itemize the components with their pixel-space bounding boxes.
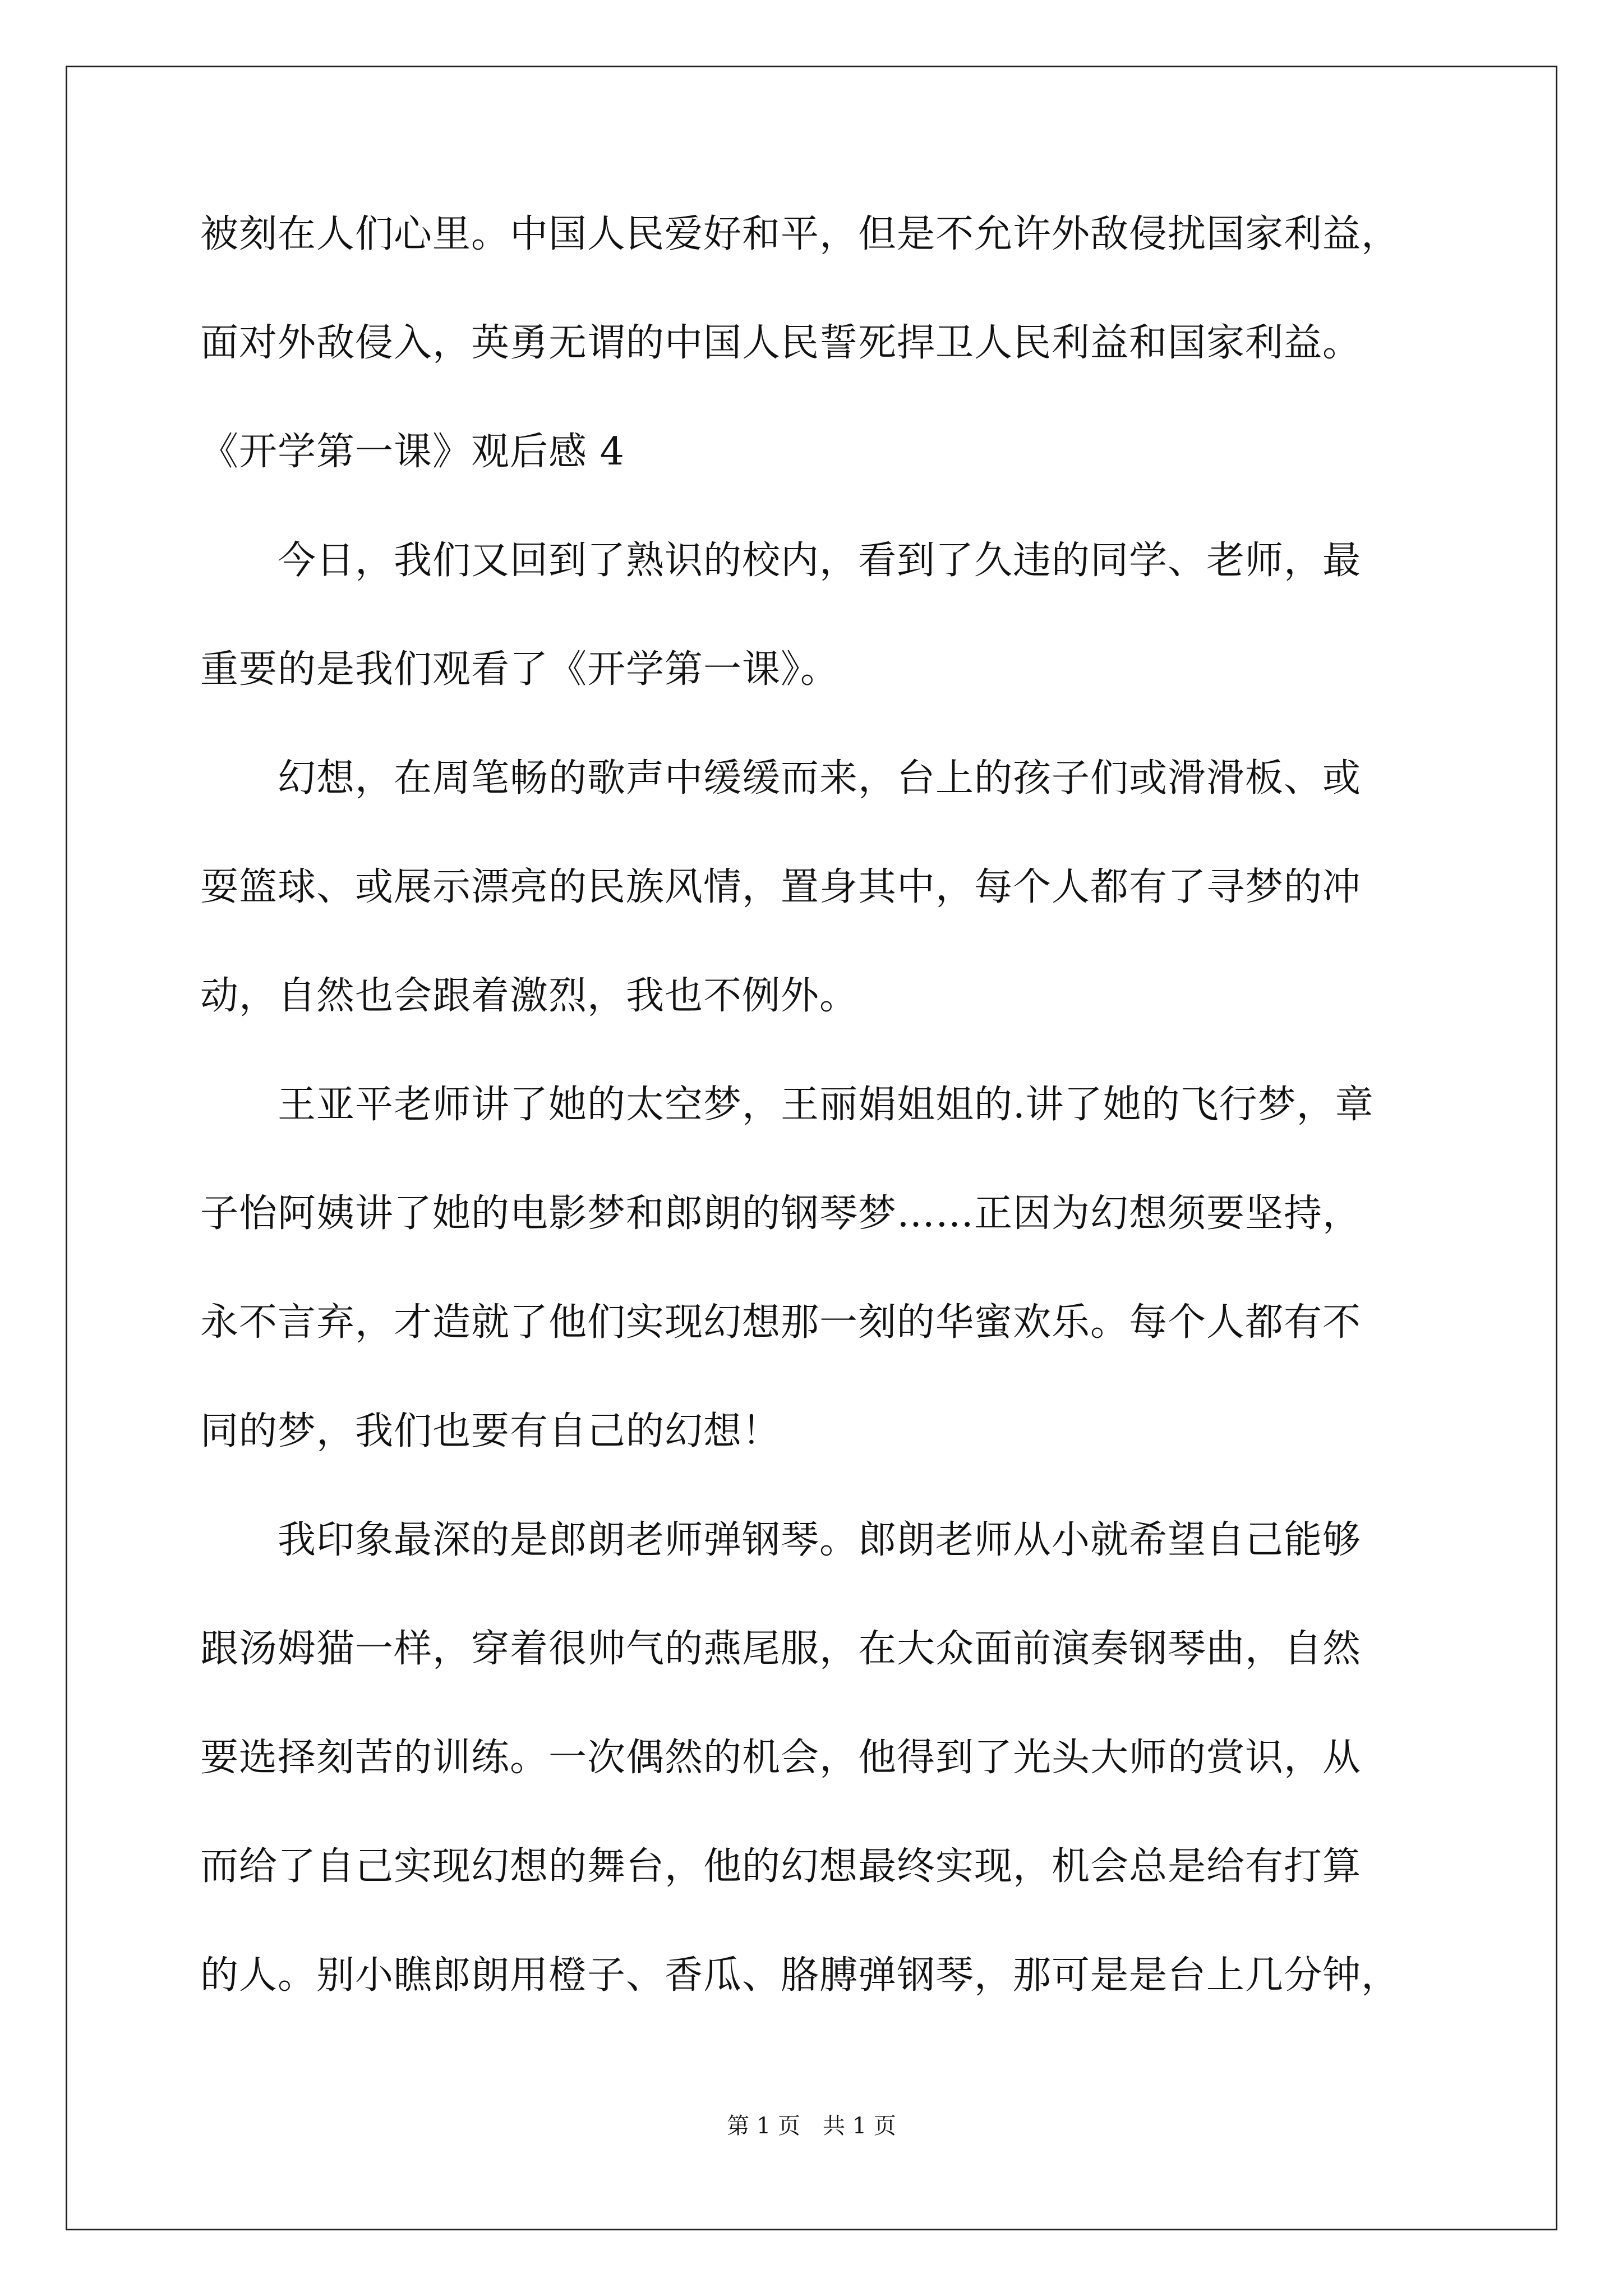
text-line: 被刻在人们心里。中国人民爱好和平，但是不允许外敌侵扰国家利益，: [200, 212, 1400, 256]
text-line: 王亚平老师讲了她的太空梦，王丽娟姐姐的.讲了她的飞行梦，章: [200, 1083, 1374, 1127]
text-line: 耍篮球、或展示漂亮的民族风情，置身其中，每个人都有了寻梦的冲: [200, 865, 1362, 909]
page-number-footer: 第 1 页 共 1 页: [727, 2113, 896, 2139]
page-border: [66, 66, 1557, 2230]
text-line: 同的梦，我们也要有自己的幻想！: [200, 1409, 781, 1453]
text-line: 要选择刻苦的训练。一次偶然的机会，他得到了光头大师的赏识，从: [200, 1736, 1362, 1780]
text-line: 动，自然也会跟着激烈，我也不例外。: [200, 974, 859, 1018]
text-line: 幻想，在周笔畅的歌声中缓缓而来，台上的孩子们或滑滑板、或: [200, 756, 1362, 800]
text-line: 永不言弃，才造就了他们实现幻想那一刻的华蜜欢乐。每个人都有不: [200, 1300, 1362, 1345]
text-line: 的人。别小瞧郎朗用橙子、香瓜、胳膊弹钢琴，那可是是台上几分钟，: [200, 1953, 1400, 1998]
text-line: 面对外敌侵入，英勇无谓的中国人民誓死捍卫人民利益和国家利益。: [200, 321, 1362, 365]
text-line: 重要的是我们观看了《开学第一课》。: [200, 647, 840, 692]
text-line: 子怡阿姨讲了她的电影梦和郎朗的钢琴梦……正因为幻想须要坚持，: [200, 1191, 1362, 1236]
section-heading: 《开学第一课》观后感 4: [200, 430, 625, 474]
text-line: 我印象最深的是郎朗老师弹钢琴。郎朗老师从小就希望自己能够: [200, 1518, 1362, 1562]
text-line: 今日，我们又回到了熟识的校内，看到了久违的同学、老师，最: [200, 539, 1362, 583]
text-line: 跟汤姆猫一样，穿着很帅气的燕尾服，在大众面前演奏钢琴曲，自然: [200, 1627, 1362, 1671]
text-line: 而给了自己实现幻想的舞台，他的幻想最终实现，机会总是给有打算: [200, 1844, 1362, 1889]
